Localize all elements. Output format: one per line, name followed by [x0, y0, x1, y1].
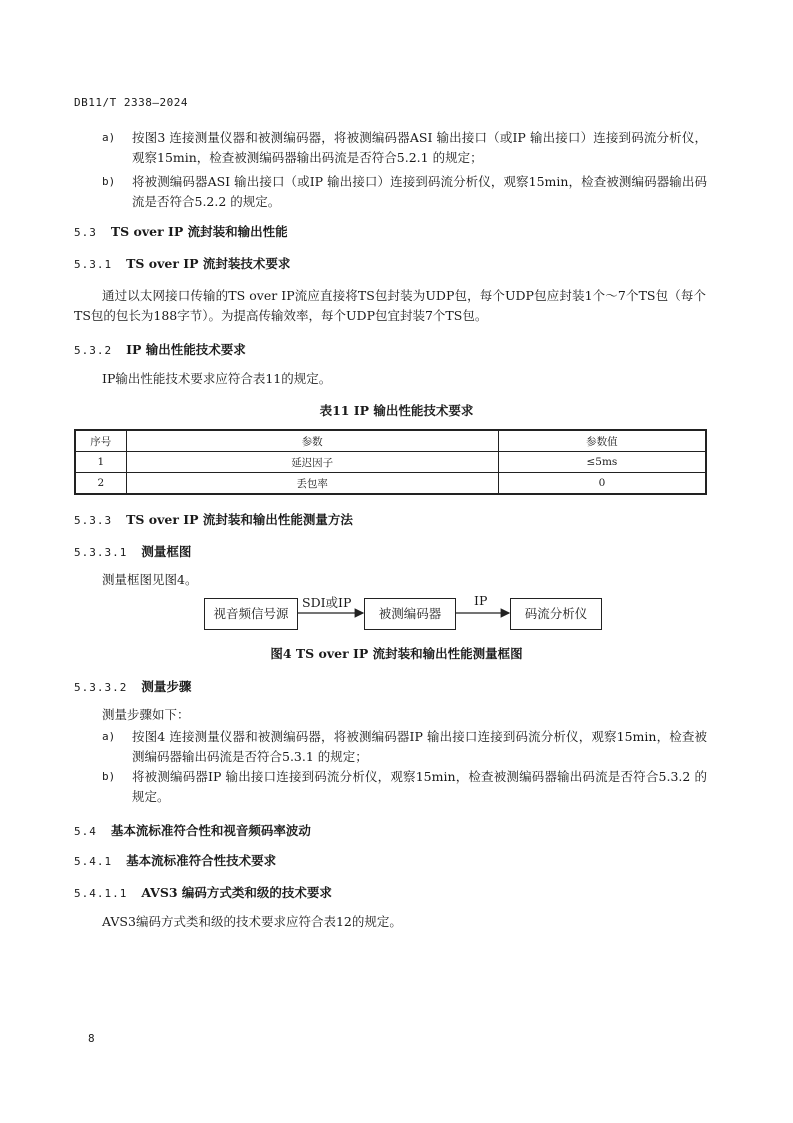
table-cell: 丢包率: [126, 473, 498, 495]
paragraph-5-3-3-1: 测量框图见图4。: [102, 572, 198, 587]
diagram-arrows: [0, 596, 793, 636]
table-row: [75, 452, 706, 473]
section-number: 5.4.1: [74, 855, 113, 868]
list-item-b: [88, 172, 708, 212]
table-cell: 1: [75, 452, 126, 473]
list-marker: b): [102, 175, 116, 188]
table-header-cell: 参数值: [498, 430, 706, 452]
section-heading-5-4: [74, 821, 311, 839]
section-heading-5-4-1: [74, 851, 276, 869]
section-heading-5-4-1-1: [74, 883, 332, 901]
table-cell: 0: [498, 473, 706, 495]
section-title: 基本流标准符合性和视音频码率波动: [110, 823, 311, 838]
section-heading-5-3-2: [74, 340, 246, 358]
page-number: 8: [88, 1032, 95, 1045]
paragraph-5-3-2: IP输出性能技术要求应符合表11的规定。: [102, 371, 332, 386]
section-title: 测量框图: [141, 544, 192, 559]
list-text: 按图4 连接测量仪器和被测编码器，将被测编码器IP 输出接口连接到码流分析仪，观察15min，检查被测编码器输出码流是否符合5.3.1 的规定；: [132, 729, 707, 764]
document-header-id: DB11/T 2338—2024: [74, 96, 188, 109]
section-title: 测量步骤: [141, 679, 192, 694]
table-cell: 延迟因子: [126, 452, 498, 473]
section-title: IP 输出性能技术要求: [126, 342, 246, 357]
section-number: 5.3.3: [74, 514, 113, 527]
list-marker: a): [102, 131, 116, 144]
section-heading-5-3-3: [74, 510, 353, 528]
section-title: AVS3 编码方式类和级的技术要求: [141, 885, 332, 900]
paragraph-5-3-3-2: 测量步骤如下：: [102, 707, 190, 722]
arrow-label-ip: IP: [474, 593, 488, 608]
section-title: TS over IP 流封装和输出性能: [110, 224, 288, 239]
section-heading-5-3: [74, 222, 288, 240]
diagram-box-encoder-under-test: 被测编码器: [364, 598, 456, 630]
table-header-row: [75, 430, 706, 452]
list-marker: b): [102, 770, 116, 783]
section-number: 5.3: [74, 226, 97, 239]
table-ip-output-performance: [74, 429, 707, 495]
figure-caption: 图4 TS over IP 流封装和输出性能测量框图: [270, 646, 523, 661]
list-text: 按图3 连接测量仪器和被测编码器，将被测编码器ASI 输出接口（或IP 输出接口）连接到码流分析仪，观察15min，检查被测编码器输出码流是否符合5.2.1 的规定；: [132, 130, 707, 165]
paragraph-5-3-1: 通过以太网接口传输的TS over IP流应直接将TS包封装为UDP包，每个UDP包应封装1个～7个TS包（每个TS包的包长为188字节）。为提高传输效率，每个UDP包宜封装7个TS包。: [74, 288, 706, 323]
table-row: [75, 473, 706, 495]
section-number: 5.3.3.1: [74, 546, 128, 559]
section-number: 5.4: [74, 825, 97, 838]
table-header-cell: 参数: [126, 430, 498, 452]
section-heading-5-3-3-1: [74, 542, 191, 560]
list-text: 将被测编码器ASI 输出接口（或IP 输出接口）连接到码流分析仪，观察15min，检查被测编码器输出码流是否符合5.2.2 的规定。: [132, 174, 707, 209]
list-item-b: [88, 767, 708, 807]
list-marker: a): [102, 730, 116, 743]
section-number: 5.3.3.2: [74, 681, 128, 694]
section-title: TS over IP 流封装技术要求: [126, 256, 291, 271]
section-heading-5-3-3-2: [74, 677, 191, 695]
list-item-a: [88, 128, 708, 168]
section-title: 基本流标准符合性技术要求: [126, 853, 277, 868]
table-cell: ≤5ms: [498, 452, 706, 473]
diagram-box-stream-analyzer: 码流分析仪: [510, 598, 602, 630]
diagram-box-signal-source: 视音频信号源: [204, 598, 298, 630]
list-text: 将被测编码器IP 输出接口连接到码流分析仪，观察15min，检查被测编码器输出码流是否符合5.3.2 的规定。: [132, 769, 707, 804]
section-number: 5.4.1.1: [74, 887, 128, 900]
table-header-cell: 序号: [75, 430, 126, 452]
section-title: TS over IP 流封装和输出性能测量方法: [126, 512, 353, 527]
section-number: 5.3.1: [74, 258, 113, 271]
paragraph-5-4-1-1: AVS3编码方式类和级的技术要求应符合表12的规定。: [102, 914, 402, 929]
list-item-a: [88, 727, 708, 767]
section-number: 5.3.2: [74, 344, 113, 357]
arrow-label-sdi-or-ip: SDI或IP: [302, 595, 352, 610]
table-caption: 表11 IP 输出性能技术要求: [319, 403, 474, 418]
section-heading-5-3-1: [74, 254, 290, 272]
table-cell: 2: [75, 473, 126, 495]
